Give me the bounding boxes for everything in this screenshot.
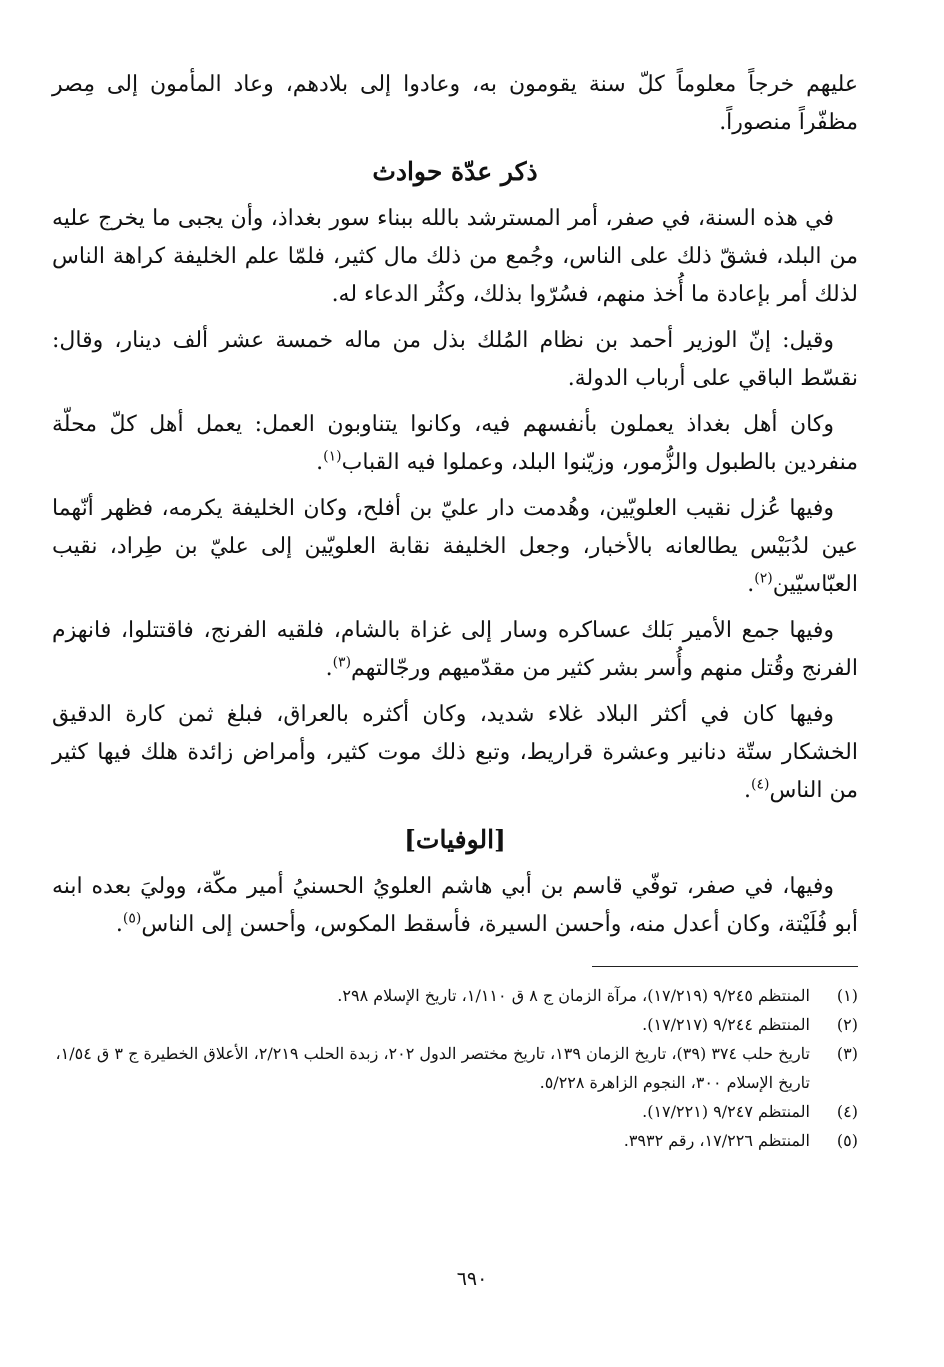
footnote-ref-4[interactable]: (٤) (750, 776, 770, 793)
sentence-end: . (747, 572, 755, 597)
page-body (52, 66, 858, 1155)
page-number: ٦٩٠ (456, 1268, 488, 1290)
paragraph-text: وفيها جمع الأمير بَلك عساكره وسار إلى غزاة بالشام، فلقيه الفرنج، فاقتتلوا، فانهزم الفرنج وقُتل منهم وأُسر بشر كثير من مقدّميهم ورجّالتهم (52, 618, 858, 681)
footnote-number: (١) (836, 986, 858, 1005)
footnote-number: (٤) (836, 1102, 858, 1121)
paragraph-balak (52, 612, 858, 688)
footnote-number: (٢) (836, 1015, 858, 1034)
footnote-text: المنتظم ٩/٢٤٤ (١٧/٢١٧). (642, 1015, 810, 1034)
sentence-end: . (316, 450, 324, 475)
paragraph-naqib (52, 490, 858, 604)
footnote-text: المنتظم ٩/٢٤٥ (١٧/٢١٩)، مرآة الزمان ج ٨ ق ١/١١٠، تاريخ الإسلام ٢٩٨. (337, 986, 810, 1005)
footnote-number: (٥) (836, 1131, 858, 1150)
footnote-2 (52, 1010, 858, 1039)
footnote-1 (52, 981, 858, 1010)
paragraph-text: وفيها كان في أكثر البلاد غلاء شديد، وكان أكثره بالعراق، فبلغ ثمن كارة الدقيق الخشكار ستّة دنانير وعشرة قراريط، وتبع ذلك موت كثير، وأمراض زائدة هلك فيها كثير من الناس (52, 702, 858, 803)
paragraph-city-wall: في هذه السنة، في صفر، أمر المسترشد بالله ببناء سور بغداذ، وأن يجبى ما يخرج عليه من البلد، فشقّ ذلك على الناس، وجُمع من ذلك مال كثير، فلمّا علم الخليفة كراهة الناس لذلك أمر بإعادة ما أُخذ منهم، فسُرّوا بذلك، وكثُر الدعاء له. (52, 206, 858, 307)
paragraph-text: وفيها عُزل نقيب العلويّين، وهُدمت دار عليّ بن أفلح، وكان الخليفة يكرمه، فظهر أنّهما عين لدُبَيْس يطالعانه بالأخبار، وجعل الخليفة نقابة العلويّين إلى عليّ بن طِراد، نقيب العبّاسيّين (52, 496, 858, 597)
paragraph-vizier: وقيل: إنّ الوزير أحمد بن نظام المُلك بذل من ماله خمسة عشر ألف دينار، وقال: نقسّط الباقي على أرباب الدولة. (52, 328, 858, 391)
sentence-end: . (743, 778, 751, 803)
section-heading-events: ذكر عدّة حوادث (372, 157, 538, 186)
sentence-end: . (115, 912, 123, 937)
paragraph-text: وكان أهل بغداذ يعملون بأنفسهم فيه، وكانوا يتناوبون العمل: يعمل أهل كلّ محلّة منفردين بالطبول والزُّمور، وزيّنوا البلد، وعملوا فيه القباب (52, 412, 858, 475)
footnote-ref-5[interactable]: (٥) (122, 910, 142, 927)
footnote-text: المنتظم ٩/٢٤٧ (١٧/٢٢١). (642, 1102, 810, 1121)
paragraph-famine (52, 696, 858, 810)
paragraph-qasim (52, 868, 858, 944)
footnote-separator (592, 966, 858, 967)
footnote-text: تاريخ حلب ٣٧٤ (٣٩)، تاريخ الزمان ١٣٩، تاريخ مختصر الدول ٢٠٢، زبدة الحلب ٢/٢١٩، الأعلاق الخطيرة ج ٣ ق ١/٥٤، تاريخ الإسلام ٣٠٠، النجوم الزاهرة ٥/٢٢٨. (55, 1044, 810, 1092)
paragraph-text: وفيها، في صفر، توفّي قاسم بن أبي هاشم العلويُ الحسنيُ أمير مكّة، ووليَ بعده ابنه أبو فُلَيْتة، وكان أعدل منه، وأحسن السيرة، فأسقط المكوس، وأحسن إلى الناس (52, 874, 858, 937)
footnotes (52, 981, 858, 1155)
footnote-3 (52, 1039, 858, 1097)
footnote-number: (٣) (836, 1044, 858, 1063)
section-heading-obituaries: [الوفيات] (404, 825, 506, 854)
footnote-4 (52, 1097, 858, 1126)
paragraph-baghdad-people (52, 406, 858, 482)
sentence-end: . (325, 656, 333, 681)
footnote-ref-2[interactable]: (٢) (754, 570, 773, 587)
paragraph-continuation: عليهم خرجاً معلوماً كلّ سنة يقومون به، وعادوا إلى بلادهم، وعاد المأمون إلى مِصر مظفّراً منصوراً. (52, 72, 858, 135)
footnote-text: المنتظم ١٧/٢٢٦، رقم ٣٩٣٢. (623, 1131, 810, 1150)
footnote-ref-1[interactable]: (١) (323, 448, 342, 465)
footnote-ref-3[interactable]: (٣) (332, 654, 352, 671)
footnote-5 (52, 1126, 858, 1155)
